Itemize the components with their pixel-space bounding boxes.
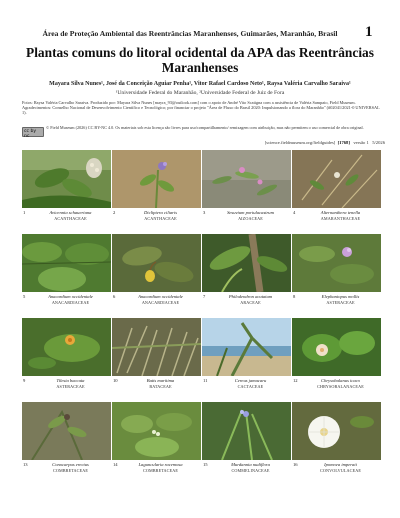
species-number: 3 [203,210,206,215]
species-photo [112,150,201,208]
species-photo [292,150,381,208]
species-photo [22,318,111,376]
species-photo [202,318,291,376]
species-family: CACTACEAE [237,384,264,389]
species-number: 2 [113,210,116,215]
cc-badge-label: cc by nc [24,128,37,139]
species-name: Elephantopus mollis [321,294,360,299]
species-photo [202,234,291,292]
species-number: 4 [293,210,296,215]
species-name: Sesuvium portulacastrum [227,210,274,215]
species-family: COMBRETACEAE [142,468,179,473]
affiliations: ¹Universidade Federal do Maranhão, ²Universidade Federal de Juiz de Fora [115,90,285,96]
species-photo [22,234,111,292]
species-name: Philodendron acutatum [228,294,273,299]
species-name: Batis maritima [146,378,175,383]
region-header: Área de Proteção Ambiental das Reentrâncias Maranhenses, Guimarães, Maranhão, Brasil [42,29,338,38]
species-family: ANACARDIACEAE [51,300,90,305]
species-family: COMMELINACEAE [231,468,270,473]
species-photo [22,150,111,208]
species-name: Conocarpus erectus [52,462,89,467]
title-line-1: Plantas comuns do litoral ocidental da APA das Reentrâncias [26,45,374,60]
species-plate [202,150,291,233]
species-number: 13 [23,462,28,467]
credits-text: Fotos: Raysa Valéria Carvalho Saraiva. Produzido por: Mayara Silva Nunes [mayra_93@outlook.com] com o apoio de André Vito Scatigna com a assistência de Valéria Sampaio, Field Museum. Agradecimentos: Conselho Nacional de Desenvolvimento Científico e Tecnológico; por financiar o projeto "Área de Fluxo do Brasil 2020: Impulsionando a flora do Maranhão" (#02041/2021-0 UNIVERSAL 1). [22,100,380,116]
species-name: Murdannia nudiflora [231,462,270,467]
species-family: AMARANTHACEAE [320,216,361,221]
species-number: 11 [203,378,208,383]
species-number: 7 [203,294,206,299]
guide-reference [200,140,385,145]
page-title [14,45,386,75]
species-photo [292,402,381,460]
guide-number: [1768] [337,140,350,145]
license-block [22,126,382,140]
species-plate [22,318,111,401]
species-name: Anacardium occidentale [138,294,183,299]
species-number: 10 [113,378,118,383]
title-line-2: Maranhenses [161,60,239,75]
species-plate [112,234,201,317]
species-name: Tilesia baccata [56,378,85,383]
species-number: 6 [113,294,116,299]
species-family: ASTERACEAE [56,384,85,389]
species-number: 8 [293,294,296,299]
species-plate [292,234,381,317]
species-name: Cereus jamacaru [234,378,267,383]
species-photo [112,318,201,376]
species-family: ACANTHACEAE [144,216,177,221]
species-family: ACANTHACEAE [54,216,87,221]
species-photo [292,318,381,376]
species-name: Ipomoea imperati [324,462,357,467]
guide-site: [science.fieldmuseum.org/fieldguides] [264,140,336,145]
species-plate [202,234,291,317]
species-name: Chrysobalanus icaco [321,378,360,383]
page-number: 1 [365,24,373,40]
species-plate [22,150,111,233]
species-plate [112,150,201,233]
species-family: BATACEAE [149,384,172,389]
species-plate [112,318,201,401]
species-family: AIZOACEAE [238,216,263,221]
species-plate [202,318,291,401]
species-number: 5 [23,294,26,299]
species-family: ASTERACEAE [326,300,355,305]
species-plate [292,318,381,401]
species-name: Dicliptera ciliaris [143,210,178,215]
species-number: 14 [113,462,118,467]
species-name: Laguncularia racemosa [138,462,183,467]
species-plate [202,402,291,485]
species-number: 9 [23,378,26,383]
guide-version: versão 1 [353,140,369,145]
species-number: 12 [293,378,298,383]
species-photo [202,150,291,208]
guide-date: 5/2026 [372,140,385,145]
species-family: ANACARDIACEAE [141,300,180,305]
species-plate [292,150,381,233]
species-name: Alternanthera tenella [320,210,361,215]
species-name: Avicennia schaueriana [49,210,92,215]
species-photo [202,402,291,460]
species-name: Anacardium occidentale [48,294,93,299]
species-plate [22,234,111,317]
species-family: CHRYSOBALANACEAE [317,384,364,389]
species-plate [112,402,201,485]
species-plate [22,402,111,485]
species-number: 15 [203,462,208,467]
cc-license-icon [22,127,44,137]
species-family: COMBRETACEAE [52,468,89,473]
species-number: 1 [23,210,26,215]
species-number: 16 [293,462,298,467]
species-family: ARACEAE [240,300,261,305]
license-text: © Field Museum (2026) CC BY-NC 4.0. Os materiais sob esta licença são livres para uso/compartilhamento/ remixagem com atribuição, mas não permitem o uso comercial de obra original. [46,125,364,130]
species-photo [22,402,111,460]
species-family: CONVOLVULACEAE [319,468,362,473]
authors: Mayara Silva Nunes¹, José da Conceição Aguiar Penha¹, Vitor Rafael Cardoso Neto¹, Raysa Valéria Carvalho Saraiva¹ [49,81,351,87]
species-photo [112,402,201,460]
species-photo [292,234,381,292]
species-plate [292,402,381,485]
species-photo [112,234,201,292]
